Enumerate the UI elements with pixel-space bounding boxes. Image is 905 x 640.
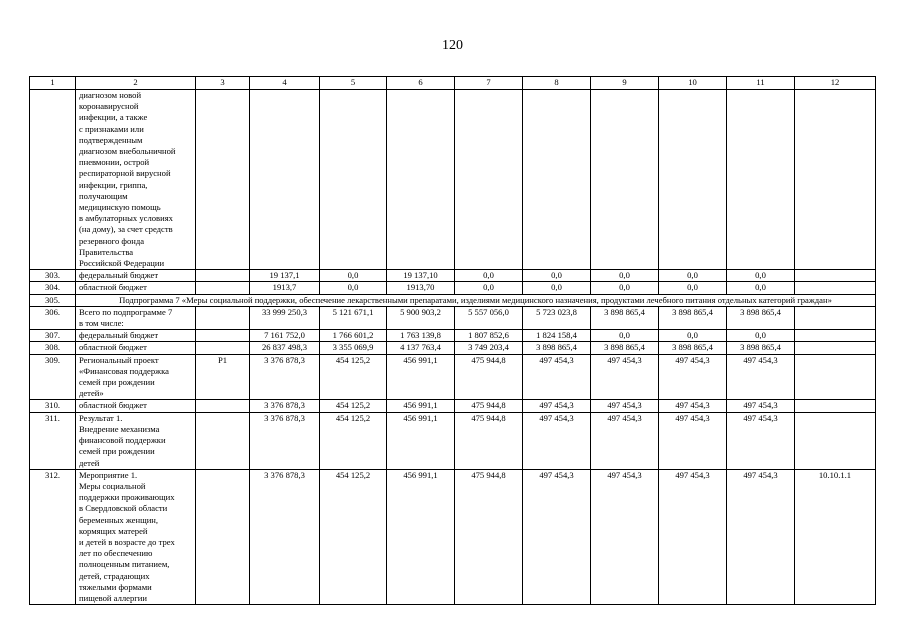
cell-c5: 1 766 601,2 xyxy=(320,330,387,342)
header-cell: 11 xyxy=(727,77,795,90)
cell-c4: 3 376 878,3 xyxy=(250,354,320,400)
table-row xyxy=(30,282,876,294)
cell-c11: 497 454,3 xyxy=(727,400,795,412)
continued-row xyxy=(30,90,876,270)
cell-c11: 3 898 865,4 xyxy=(727,306,795,329)
subprogram-title: Подпрограмма 7 «Меры социальной поддержки, обеспечение лекарственными препаратами, изделиями медицинского назначения, продуктами лечебного питания отдельных категорий граждан» xyxy=(76,294,876,306)
row-number: 305. xyxy=(30,294,76,306)
header-row xyxy=(30,77,876,90)
cell-c6: 456 991,1 xyxy=(387,469,455,604)
cell-c9: 0,0 xyxy=(591,282,659,294)
cell-c4: 3 376 878,3 xyxy=(250,469,320,604)
cell-c3: P1 xyxy=(196,354,250,400)
cell-c9: 0,0 xyxy=(591,270,659,282)
table-row xyxy=(30,342,876,354)
header-cell: 7 xyxy=(455,77,523,90)
table-row xyxy=(30,306,876,329)
table-row xyxy=(30,294,876,306)
cell-c12 xyxy=(795,412,876,469)
header-cell: 8 xyxy=(523,77,591,90)
cell-c4: 26 837 498,3 xyxy=(250,342,320,354)
cell-c4: 1913,7 xyxy=(250,282,320,294)
cell-c7: 0,0 xyxy=(455,282,523,294)
cell-c11: 0,0 xyxy=(727,282,795,294)
cell-c9: 3 898 865,4 xyxy=(591,342,659,354)
table-row xyxy=(30,412,876,469)
cell-c6: 456 991,1 xyxy=(387,354,455,400)
row-number: 312. xyxy=(30,469,76,604)
cell-c5: 454 125,2 xyxy=(320,469,387,604)
cell-c7: 0,0 xyxy=(455,270,523,282)
cell-c6: 1 763 139,8 xyxy=(387,330,455,342)
cell-c10: 0,0 xyxy=(659,282,727,294)
cell-c5: 0,0 xyxy=(320,282,387,294)
cell-c6: 456 991,1 xyxy=(387,412,455,469)
cell-c8: 0,0 xyxy=(523,282,591,294)
cell-c7: 475 944,8 xyxy=(455,354,523,400)
row-name: федеральный бюджет xyxy=(76,270,196,282)
cell-c9: 497 454,3 xyxy=(591,354,659,400)
cell-c3 xyxy=(196,270,250,282)
cell-c8: 5 723 023,8 xyxy=(523,306,591,329)
header-cell: 3 xyxy=(196,77,250,90)
cell-c3 xyxy=(196,330,250,342)
cell-c5: 5 121 671,1 xyxy=(320,306,387,329)
cell-c8: 497 454,3 xyxy=(523,412,591,469)
budget-table xyxy=(29,76,876,605)
cell-c9: 0,0 xyxy=(591,330,659,342)
cell-c11: 0,0 xyxy=(727,330,795,342)
cell-c8: 497 454,3 xyxy=(523,469,591,604)
table-row xyxy=(30,469,876,604)
cell-c6: 1913,70 xyxy=(387,282,455,294)
row-number: 306. xyxy=(30,306,76,329)
cell-c5: 454 125,2 xyxy=(320,400,387,412)
cell-c10: 497 454,3 xyxy=(659,469,727,604)
row-number: 308. xyxy=(30,342,76,354)
cell-c12 xyxy=(795,330,876,342)
page-number: 120 xyxy=(442,38,463,53)
cell-c11: 497 454,3 xyxy=(727,412,795,469)
cell-c10: 0,0 xyxy=(659,330,727,342)
cell-c4: 3 376 878,3 xyxy=(250,400,320,412)
header-cell: 4 xyxy=(250,77,320,90)
cell-c3 xyxy=(196,469,250,604)
row-name: Региональный проект «Финансовая поддержка семей при рождении детей» xyxy=(76,354,196,400)
cell-c12 xyxy=(795,342,876,354)
cell-c8: 497 454,3 xyxy=(523,400,591,412)
table-row xyxy=(30,354,876,400)
cell-c11: 497 454,3 xyxy=(727,469,795,604)
cell-c10: 3 898 865,4 xyxy=(659,342,727,354)
cell-c12 xyxy=(795,306,876,329)
cell-c12 xyxy=(795,354,876,400)
cell-c5: 454 125,2 xyxy=(320,412,387,469)
cell-c9: 497 454,3 xyxy=(591,400,659,412)
cell-c10: 497 454,3 xyxy=(659,354,727,400)
cell-c8: 497 454,3 xyxy=(523,354,591,400)
row-number: 310. xyxy=(30,400,76,412)
cell-c3 xyxy=(196,342,250,354)
row-name: Результат 1. Внедрение механизма финансовой поддержки семей при рождении детей xyxy=(76,412,196,469)
cell-c3 xyxy=(196,306,250,329)
header-cell: 5 xyxy=(320,77,387,90)
cell-c4: 7 161 752,0 xyxy=(250,330,320,342)
cell-c7: 475 944,8 xyxy=(455,469,523,604)
row-name: Всего по подпрограмме 7 в том числе: xyxy=(76,306,196,329)
cell-c7: 475 944,8 xyxy=(455,400,523,412)
table-row xyxy=(30,330,876,342)
row-number: 311. xyxy=(30,412,76,469)
cell-c7: 3 749 203,4 xyxy=(455,342,523,354)
header-cell: 9 xyxy=(591,77,659,90)
cell-c6: 5 900 903,2 xyxy=(387,306,455,329)
cell-c10: 497 454,3 xyxy=(659,400,727,412)
cell-c3 xyxy=(196,282,250,294)
header-cell: 2 xyxy=(76,77,196,90)
cell-c6: 19 137,10 xyxy=(387,270,455,282)
header-cell: 1 xyxy=(30,77,76,90)
cell-c10: 3 898 865,4 xyxy=(659,306,727,329)
cell-c11: 3 898 865,4 xyxy=(727,342,795,354)
cell-c8: 0,0 xyxy=(523,270,591,282)
cell-c3 xyxy=(196,400,250,412)
cell-c6: 4 137 763,4 xyxy=(387,342,455,354)
cell-c7: 5 557 056,0 xyxy=(455,306,523,329)
cell-c12 xyxy=(795,400,876,412)
cell-c3 xyxy=(196,412,250,469)
row-number: 309. xyxy=(30,354,76,400)
cell-c10: 0,0 xyxy=(659,270,727,282)
cell-c4: 19 137,1 xyxy=(250,270,320,282)
row-number: 307. xyxy=(30,330,76,342)
cell-c7: 475 944,8 xyxy=(455,412,523,469)
cell-c5: 454 125,2 xyxy=(320,354,387,400)
row-name: областной бюджет xyxy=(76,342,196,354)
cell-c11: 497 454,3 xyxy=(727,354,795,400)
cell-c8: 3 898 865,4 xyxy=(523,342,591,354)
cell-c4: 33 999 250,3 xyxy=(250,306,320,329)
cell-c6: 456 991,1 xyxy=(387,400,455,412)
cell-c7: 1 807 852,6 xyxy=(455,330,523,342)
cell-c9: 497 454,3 xyxy=(591,469,659,604)
row-name: Мероприятие 1. Меры социальной поддержки проживающих в Свердловской области беременных женщин, кормящих матерей и детей в возрасте до трех лет по обеспечению полноценным питанием, детей, страдающих тяжелыми формами пищевой аллергии xyxy=(76,469,196,604)
header-cell: 6 xyxy=(387,77,455,90)
cell-c12: 10.10.1.1 xyxy=(795,469,876,604)
row-name: федеральный бюджет xyxy=(76,330,196,342)
row-name: областной бюджет xyxy=(76,282,196,294)
cell-c8: 1 824 158,4 xyxy=(523,330,591,342)
row-name: областной бюджет xyxy=(76,400,196,412)
continued-description: диагнозом новой коронавирусной инфекции, а также с признаками или подтвержденным диагнозом внебольничной пневмонии, острой респираторной вирусной инфекции, гриппа, получающим медицинскую помощь в амбулаторных условиях (на дому), за счет средств резервного фонда Правительства Российской Федерации xyxy=(76,90,196,270)
cell-c10: 497 454,3 xyxy=(659,412,727,469)
cell-c9: 497 454,3 xyxy=(591,412,659,469)
row-number: 304. xyxy=(30,282,76,294)
cell-c12 xyxy=(795,270,876,282)
cell-c4: 3 376 878,3 xyxy=(250,412,320,469)
cell-c11: 0,0 xyxy=(727,270,795,282)
row-number: 303. xyxy=(30,270,76,282)
header-cell: 12 xyxy=(795,77,876,90)
header-cell: 10 xyxy=(659,77,727,90)
cell-c12 xyxy=(795,282,876,294)
table-row xyxy=(30,400,876,412)
table-row xyxy=(30,270,876,282)
cell-c9: 3 898 865,4 xyxy=(591,306,659,329)
cell-c5: 0,0 xyxy=(320,270,387,282)
cell-c5: 3 355 069,9 xyxy=(320,342,387,354)
